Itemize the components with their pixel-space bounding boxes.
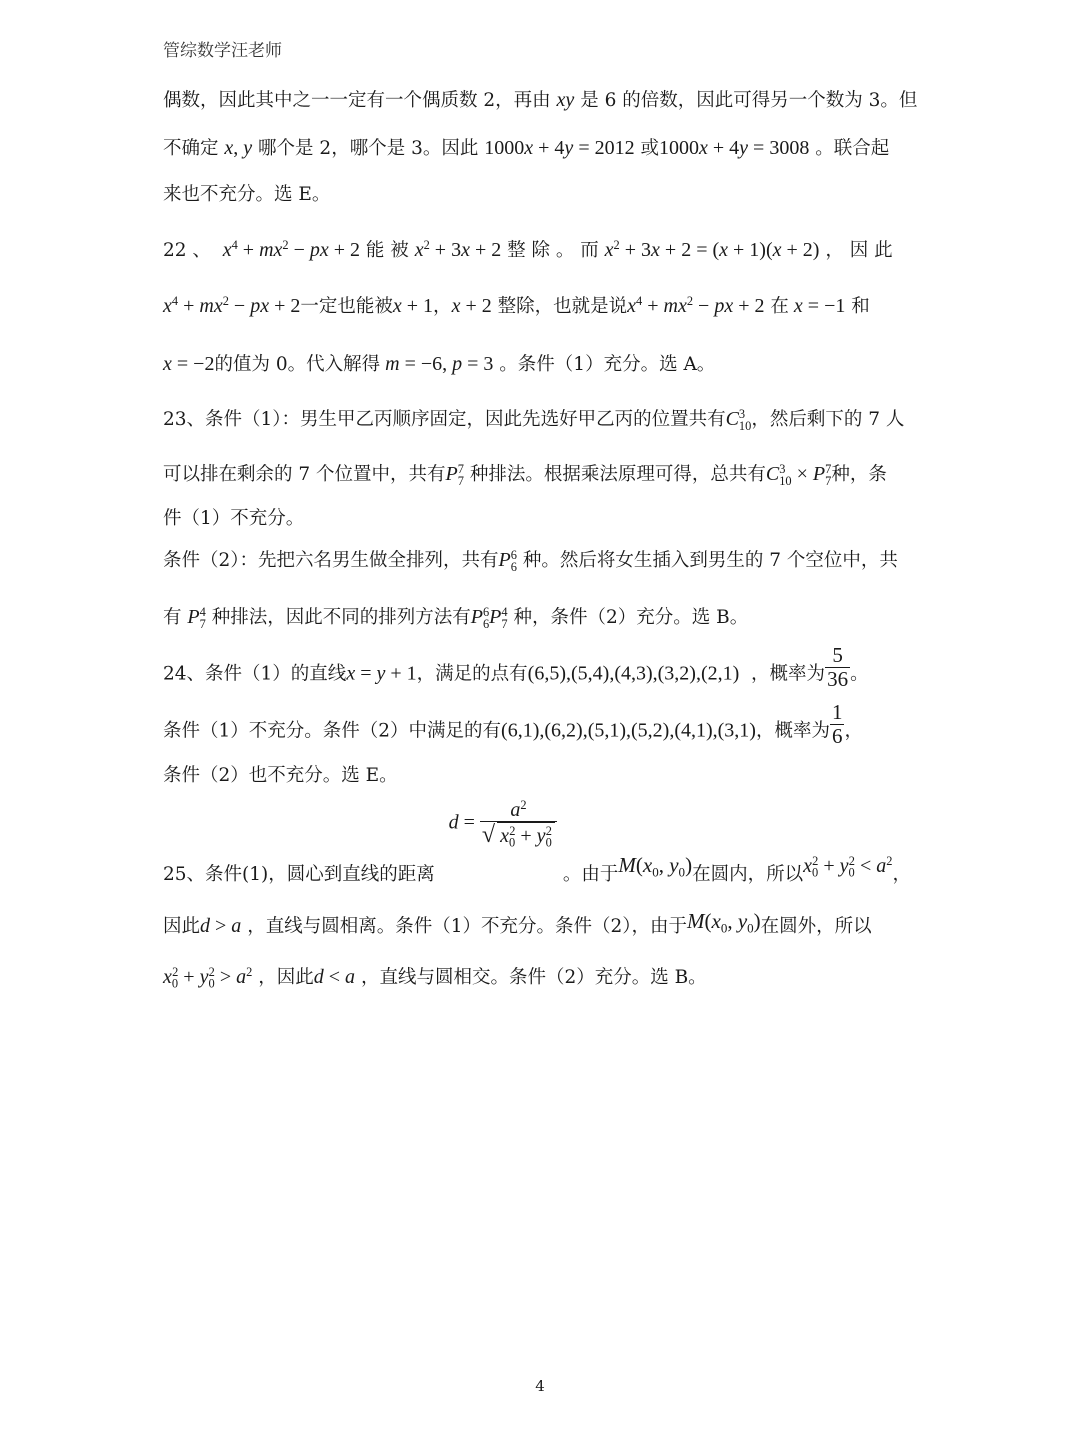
solution-22	[163, 235, 918, 404]
distance-formula: d = $\frac{a^2}{√ x_0^2 + y_0^2}$	[449, 799, 557, 848]
solution-23	[163, 404, 918, 658]
s24-line3: 条件（2）也不充分。选 E。	[163, 765, 398, 786]
s25-line3: $x_0^2 + y_0^2 > a^2$ ，因此d < a ，直线与圆相交。条件（2）充分。选 B。	[163, 965, 707, 991]
solution-25	[163, 798, 918, 1009]
s23-line4: 条件（2）：先把六名男生做全排列，共有P 6 6 种。然后将女生插入到男生的 7 个空位中，共	[163, 548, 898, 575]
solutions-body	[163, 85, 918, 1009]
s22-line2: $x^4 + mx^2$ − px + 2一定也能被x + 1，x + 2 整除，也就是说$x^4 + mx^2$ − px + 2 在 x = −1 和	[163, 294, 870, 317]
s22-line1: 22 、 $x^4 + mx^2$ − px + 2 能 被 $x^2 + 3x + 2$ 整 除 。 而 $x^2 + 3x + 2 = (x + 1)(x + 2)$ ， 因 此	[163, 238, 893, 261]
s21-line1: 偶数，因此其中之一一定有一个偶质数 2，再由 xy 是 6 的倍数，因此可得另一个数为 3。但	[163, 89, 918, 111]
page-number: 4	[535, 1377, 545, 1395]
solution-21	[163, 85, 918, 235]
s23-line2: 可以排在剩余的 7 个位置中，共有P 7 7 种排法。根据乘法原理可得，总共有C 3 10 × P 7 7 种，条	[163, 462, 887, 489]
header-author: 管综数学汪老师	[163, 41, 282, 61]
s24-line1: 24、条件（1）的直线x = y + 1，满足的点有(6,5),(5,4),(4,3),(3,2),(2,1) ，概率为 $\frac{5}{36}$ 。	[163, 643, 869, 692]
s21-line3: 来也不充分。选 E。	[163, 184, 331, 205]
fraction-5-36: $\frac{5}{36}$	[827, 643, 849, 692]
s21-line2: 不确定 x, y 哪个是 2，哪个是 3。因此 1000x + 4y = 2012 或1000x + 4y = 3008 。联合起	[163, 137, 890, 159]
solution-24	[163, 643, 918, 821]
s23-line3: 件（1）不充分。	[163, 508, 305, 529]
s24-line2: 条件（1）不充分。条件（2）中满足的有(6,1),(6,2),(5,1),(5,2),(4,1),(3,1)，概率为 $\frac{1}{6}$ ，	[163, 700, 863, 749]
s23-line5: 有 P 4 7 种排法，因此不同的排列方法有P 6 6 P 4 7 种，条件（2）充分。选 B。	[163, 605, 749, 632]
fraction-1-6: $\frac{1}{6}$	[831, 700, 843, 749]
s23-line1: 23、条件（1）：男生甲乙丙顺序固定，因此先选好甲乙丙的位置共有C 3 10 ，然后剩下的 7 人	[163, 407, 905, 434]
s22-line3: x = −2的值为 0。代入解得 m = −6, p = 3 。条件（1）充分。选 A。	[163, 353, 716, 375]
s25-line1: 25、条件(1)，圆心到直线的距离 d = $\frac{a^2}{√ x_0^2 + y_0^2}$ 。由于$M(x_0$, $y_0$)在圆内，所以$x_0^2 + y_0^2 < a^2$，	[163, 798, 911, 886]
s25-line2: 因此d > a ，直线与圆相离。条件（1）不充分。条件（2），由于$M(x_0$, $y_0$)在圆外，所以	[163, 909, 872, 937]
